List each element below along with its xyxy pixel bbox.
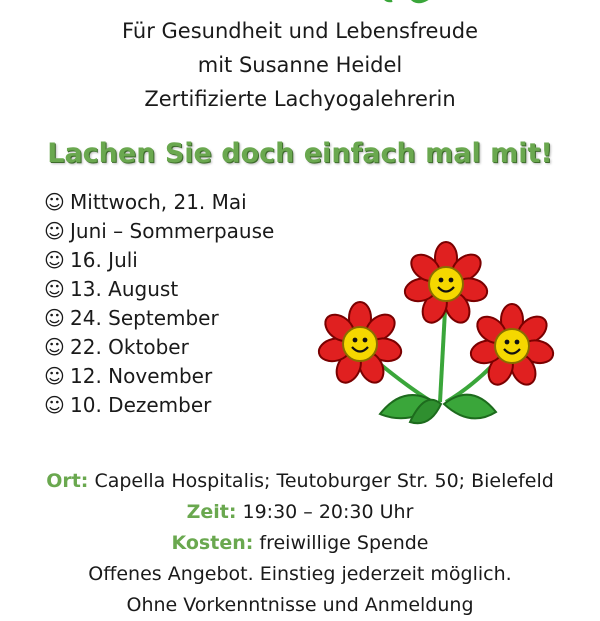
- header-line-1: Für Gesundheit und Lebensfreude: [121, 19, 479, 43]
- cost-line: [0, 528, 600, 559]
- smiley-icon: ☺: [44, 219, 65, 243]
- date-text: 13. August: [70, 277, 179, 301]
- cost-label: Kosten:: [171, 532, 254, 554]
- list-item: [44, 246, 274, 275]
- note-line-1: Offenes Angebot. Einstieg jederzeit möglich.: [88, 563, 512, 585]
- list-item: [44, 275, 274, 304]
- date-text: 16. Juli: [70, 248, 138, 272]
- smiley-icon: ☺: [44, 248, 65, 272]
- list-item: [44, 217, 274, 246]
- smiley-icon: ☺: [44, 277, 65, 301]
- smiley-icon: ☺: [44, 335, 65, 359]
- logo-fragment: [378, 0, 438, 12]
- location-label: Ort:: [46, 470, 89, 492]
- dates-list: [44, 188, 274, 420]
- header: [0, 14, 600, 116]
- smiley-icon: ☺: [44, 364, 65, 388]
- header-line-3: Zertifizierte Lachyogalehrerin: [144, 87, 456, 111]
- list-item: [44, 391, 274, 420]
- flower-illustration: [300, 232, 560, 432]
- date-text: Juni – Sommerpause: [70, 219, 275, 243]
- list-item: [44, 362, 274, 391]
- list-item: [44, 188, 274, 217]
- date-text: 24. September: [70, 306, 219, 330]
- time-label: Zeit:: [186, 501, 237, 523]
- date-text: 10. Dezember: [70, 393, 212, 417]
- smiley-icon: ☺: [44, 190, 65, 214]
- date-text: Mittwoch, 21. Mai: [70, 190, 247, 214]
- location-value: Capella Hospitalis; Teutoburger Str. 50; Bielefeld: [94, 470, 554, 492]
- smiley-icon: ☺: [44, 393, 65, 417]
- time-value: 19:30 – 20:30 Uhr: [242, 501, 414, 523]
- list-item: [44, 304, 274, 333]
- location-line: [0, 466, 600, 497]
- list-item: [44, 333, 274, 362]
- slogan: Lachen Sie doch einfach mal mit!: [47, 138, 553, 169]
- cost-value: freiwillige Spende: [259, 532, 429, 554]
- note-line-2: Ohne Vorkenntnisse und Anmeldung: [126, 594, 474, 616]
- date-text: 22. Oktober: [70, 335, 189, 359]
- date-text: 12. November: [70, 364, 213, 388]
- info-section: [0, 466, 600, 621]
- smiley-icon: ☺: [44, 306, 65, 330]
- header-line-2: mit Susanne Heidel: [197, 53, 403, 77]
- time-line: [0, 497, 600, 528]
